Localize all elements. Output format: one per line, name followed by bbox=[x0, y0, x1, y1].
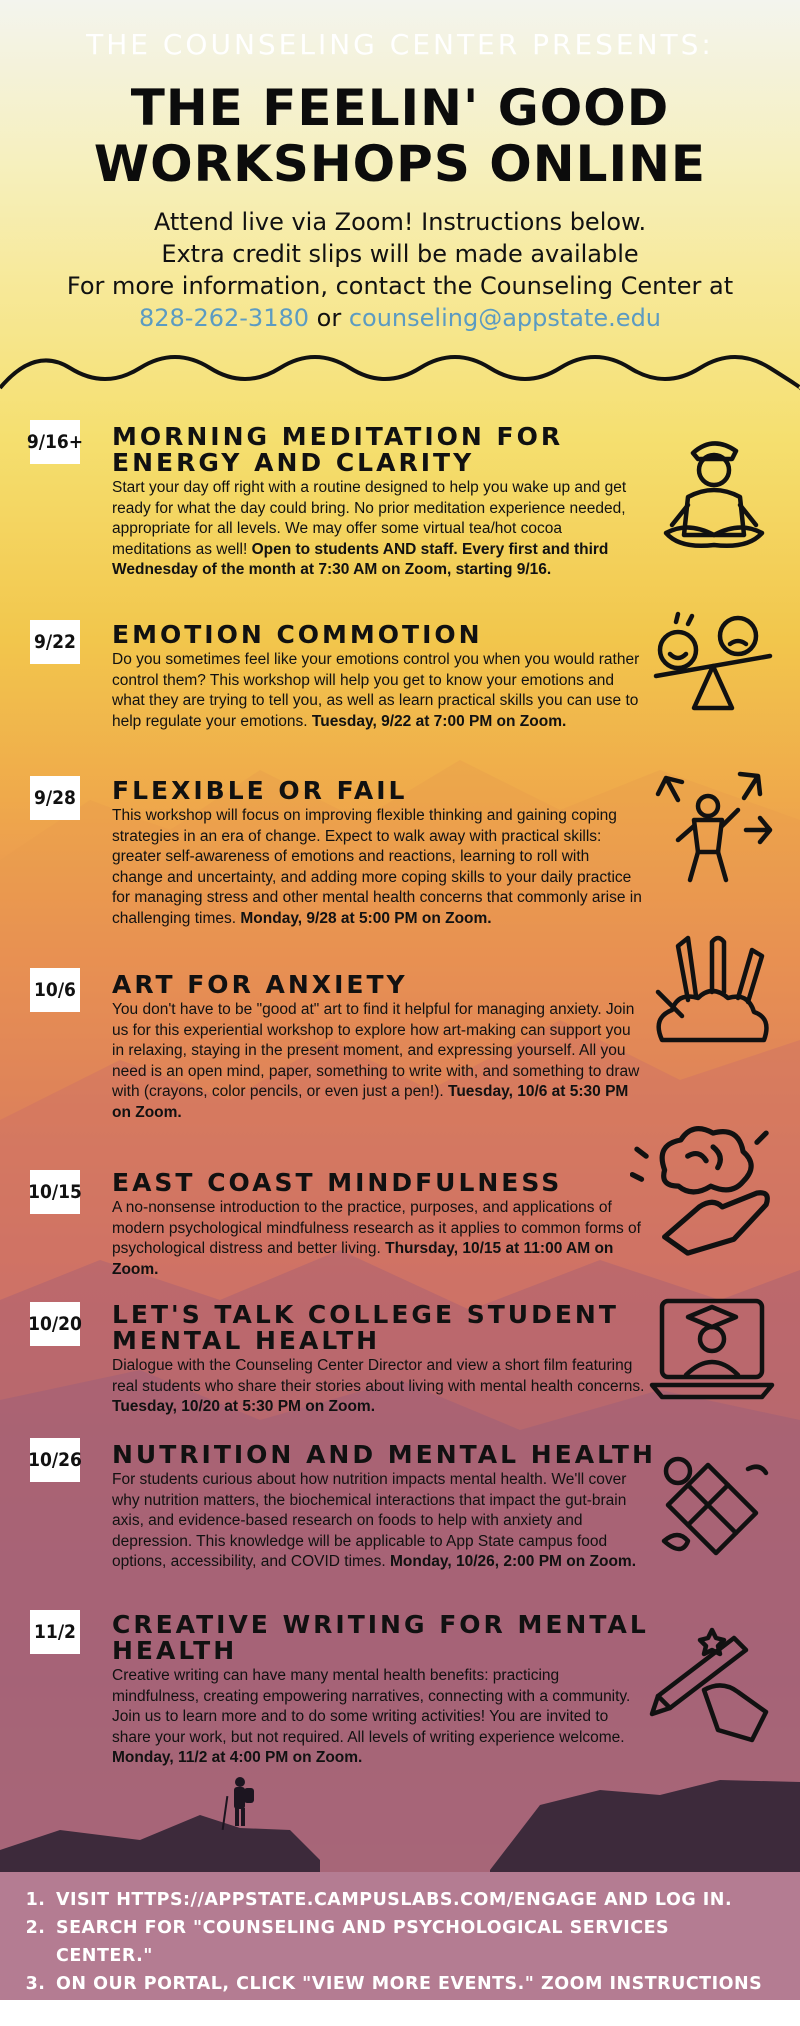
step1-prefix: VISIT bbox=[56, 1890, 110, 1910]
event-schedule: Monday, 10/26, 2:00 PM on Zoom. bbox=[389, 1553, 637, 1570]
event-title-line1: EMOTION COMMOTION bbox=[112, 620, 483, 649]
poster-title-line2: WORKSHOPS ONLINE bbox=[93, 135, 707, 193]
event-schedule: Open to students AND staff. Every first and third Wednesday of the month at 7:30 AM on Zoom, starting 9/16. bbox=[112, 540, 609, 578]
event-description bbox=[112, 650, 642, 732]
event-title bbox=[112, 622, 672, 648]
brain-hand-icon bbox=[630, 1110, 780, 1260]
event-title bbox=[112, 778, 672, 804]
event-title-line1: EAST COAST MINDFULNESS bbox=[112, 1168, 563, 1197]
event-desc-text: A no-nonsense introduction to the practice, purposes, and applications of modern psychological mindfulness research as it applies to common forms of psychological distress and better living. bbox=[112, 1199, 641, 1257]
event-title-line1: MORNING MEDITATION FOR bbox=[112, 422, 564, 451]
event-date-badge: 9/16+ bbox=[30, 420, 80, 464]
event-date-badge: 9/28 bbox=[30, 776, 80, 820]
event-title bbox=[112, 424, 672, 476]
event-schedule: Tuesday, 10/20 at 5:30 PM on Zoom. bbox=[112, 1398, 376, 1415]
event-date-badge: 9/22 bbox=[30, 620, 80, 664]
meditation-person-icon bbox=[648, 425, 778, 555]
writing-hand-icon bbox=[648, 1620, 778, 1750]
event-description bbox=[112, 1666, 642, 1769]
event-date-badge: 10/26 bbox=[30, 1438, 80, 1482]
event-desc-text: Dialogue with the Counseling Center Director and view a short film featuring real students who share their stories about living with mental health concerns. bbox=[112, 1357, 645, 1395]
event-date-badge: 10/20 bbox=[30, 1302, 80, 1346]
event-schedule: Monday, 11/2 at 4:00 PM on Zoom. bbox=[112, 1749, 363, 1766]
event-description bbox=[112, 1000, 642, 1123]
wave-divider bbox=[0, 338, 800, 400]
event-schedule: Tuesday, 9/22 at 7:00 PM on Zoom. bbox=[311, 712, 567, 730]
emotion-seesaw-icon bbox=[648, 600, 778, 730]
or-text: or bbox=[316, 304, 342, 332]
graduate-laptop-icon bbox=[648, 1285, 778, 1415]
event-schedule: Thursday, 10/15 at 11:00 AM on Zoom. bbox=[112, 1240, 614, 1278]
event-desc-text: Start your day off right with a routine designed to help you wake up and get ready for what the day could bring. No prior meditation experience needed, appropriate for all levels. We may offer some virtual tea/hot cocoa meditations as well! bbox=[112, 479, 627, 558]
event-title-line1: FLEXIBLE OR FAIL bbox=[112, 776, 408, 805]
event-title bbox=[112, 1612, 672, 1664]
event-title bbox=[112, 972, 672, 998]
event-title bbox=[112, 1442, 672, 1468]
event-date-badge: 10/6 bbox=[30, 968, 80, 1012]
event-date-badge: 11/2 bbox=[30, 1610, 80, 1654]
food-plate-icon bbox=[648, 1445, 778, 1575]
event-desc-text: Do you sometimes feel like your emotions control you when you would rather control them? This workshop will help you get to know your emotions and what they are trying to tell you, as well as learn practical skills you can use to help regulate your emotions. bbox=[112, 651, 640, 730]
art-supplies-icon bbox=[648, 930, 778, 1060]
event-title-line1: ART FOR ANXIETY bbox=[112, 970, 408, 999]
phone-link[interactable]: 828-262-3180 bbox=[138, 304, 309, 332]
poster-title bbox=[0, 80, 800, 192]
event-desc-text: You don't have to be "good at" art to find it helpful for managing anxiety. Join us for this experiential workshop to explore how art-making can support you in relaxing, staying in the present moment, and expressing yourself. All you need is an open mind, paper, something to write with, and something to draw with (crayons, color pencils, or even just a pen!). bbox=[112, 1001, 640, 1100]
event-schedule: Tuesday, 10/6 at 5:30 PM on Zoom. bbox=[112, 1083, 629, 1121]
event-description bbox=[112, 1470, 642, 1573]
email-link[interactable]: counseling@appstate.edu bbox=[348, 304, 662, 332]
event-description bbox=[112, 1198, 642, 1280]
event-desc-text: Creative writing can have many mental health benefits: practicing mindfulness, creating empowering narratives, connecting with a community. Join us to learn more and to do some writing activities! You are invited to share your work, but not required. All levels of writing experience welcome. bbox=[112, 1667, 631, 1746]
event-date-badge: 10/15 bbox=[30, 1170, 80, 1214]
event-desc-text: For students curious about how nutrition impacts mental health. We'll cover why nutrition matters, the biochemical interactions that impact the gut-brain axis, and evidence-based research on foods to help with anxiety and depression. This knowledge will be applicable to App State campus food options, accessibility, and COVID times. bbox=[112, 1471, 627, 1570]
event-description bbox=[112, 1356, 652, 1418]
arrows-person-icon bbox=[648, 760, 778, 890]
event-desc-text: This workshop will focus on improving flexible thinking and gaining coping strategies in an era of change. Expect to walk away with practical skills: greater self-awareness of emotions and reactions, learning to roll with change and uncertainty, and adding more coping skills to your daily practice for managing stress and other mental health concerns that commonly arise in challenging times. bbox=[112, 807, 642, 927]
event-title-line1: CREATIVE WRITING FOR MENTAL bbox=[112, 1610, 649, 1639]
campuslabs-link[interactable]: HTTPS://APPSTATE.CAMPUSLABS.COM/ENGAGE bbox=[116, 1890, 598, 1910]
step1-suffix: AND LOG IN. bbox=[604, 1890, 733, 1910]
event-schedule: Monday, 9/28 at 5:00 PM on Zoom. bbox=[240, 909, 492, 927]
zoom-instructions-footer bbox=[0, 1872, 800, 2022]
event-title bbox=[112, 1302, 672, 1354]
instructions-list bbox=[0, 1872, 772, 2026]
event-title-line2: HEALTH bbox=[112, 1636, 238, 1665]
event-description bbox=[112, 806, 642, 929]
event-title bbox=[112, 1170, 672, 1196]
intro-line2: Extra credit slips will be made available bbox=[161, 240, 639, 268]
presenter-kicker: THE COUNSELING CENTER PRESENTS: bbox=[86, 28, 714, 61]
event-title-line2: MENTAL HEALTH bbox=[112, 1326, 381, 1355]
event-title-line1: NUTRITION AND MENTAL HEALTH bbox=[112, 1440, 656, 1469]
instruction-step-1 bbox=[52, 1886, 772, 1914]
event-title-line2: ENERGY AND CLARITY bbox=[112, 448, 475, 477]
event-description bbox=[112, 478, 642, 581]
poster-title-line1: THE FEELIN' GOOD bbox=[130, 79, 670, 137]
instruction-step-3: 3. ON OUR PORTAL, CLICK "VIEW MORE EVENTS." ZOOM INSTRUCTIONS ARE INCLUDED FOR EACH. bbox=[52, 1970, 772, 2026]
intro-line3: For more information, contact the Counseling Center at bbox=[66, 272, 734, 300]
instruction-step-2: 2. SEARCH FOR "COUNSELING AND PSYCHOLOGICAL SERVICES CENTER." bbox=[52, 1914, 772, 1970]
intro-text bbox=[20, 206, 780, 334]
intro-line1: Attend live via Zoom! Instructions below. bbox=[153, 208, 647, 236]
event-title-line1: LET'S TALK COLLEGE STUDENT bbox=[112, 1300, 619, 1329]
contact-line bbox=[20, 302, 780, 334]
